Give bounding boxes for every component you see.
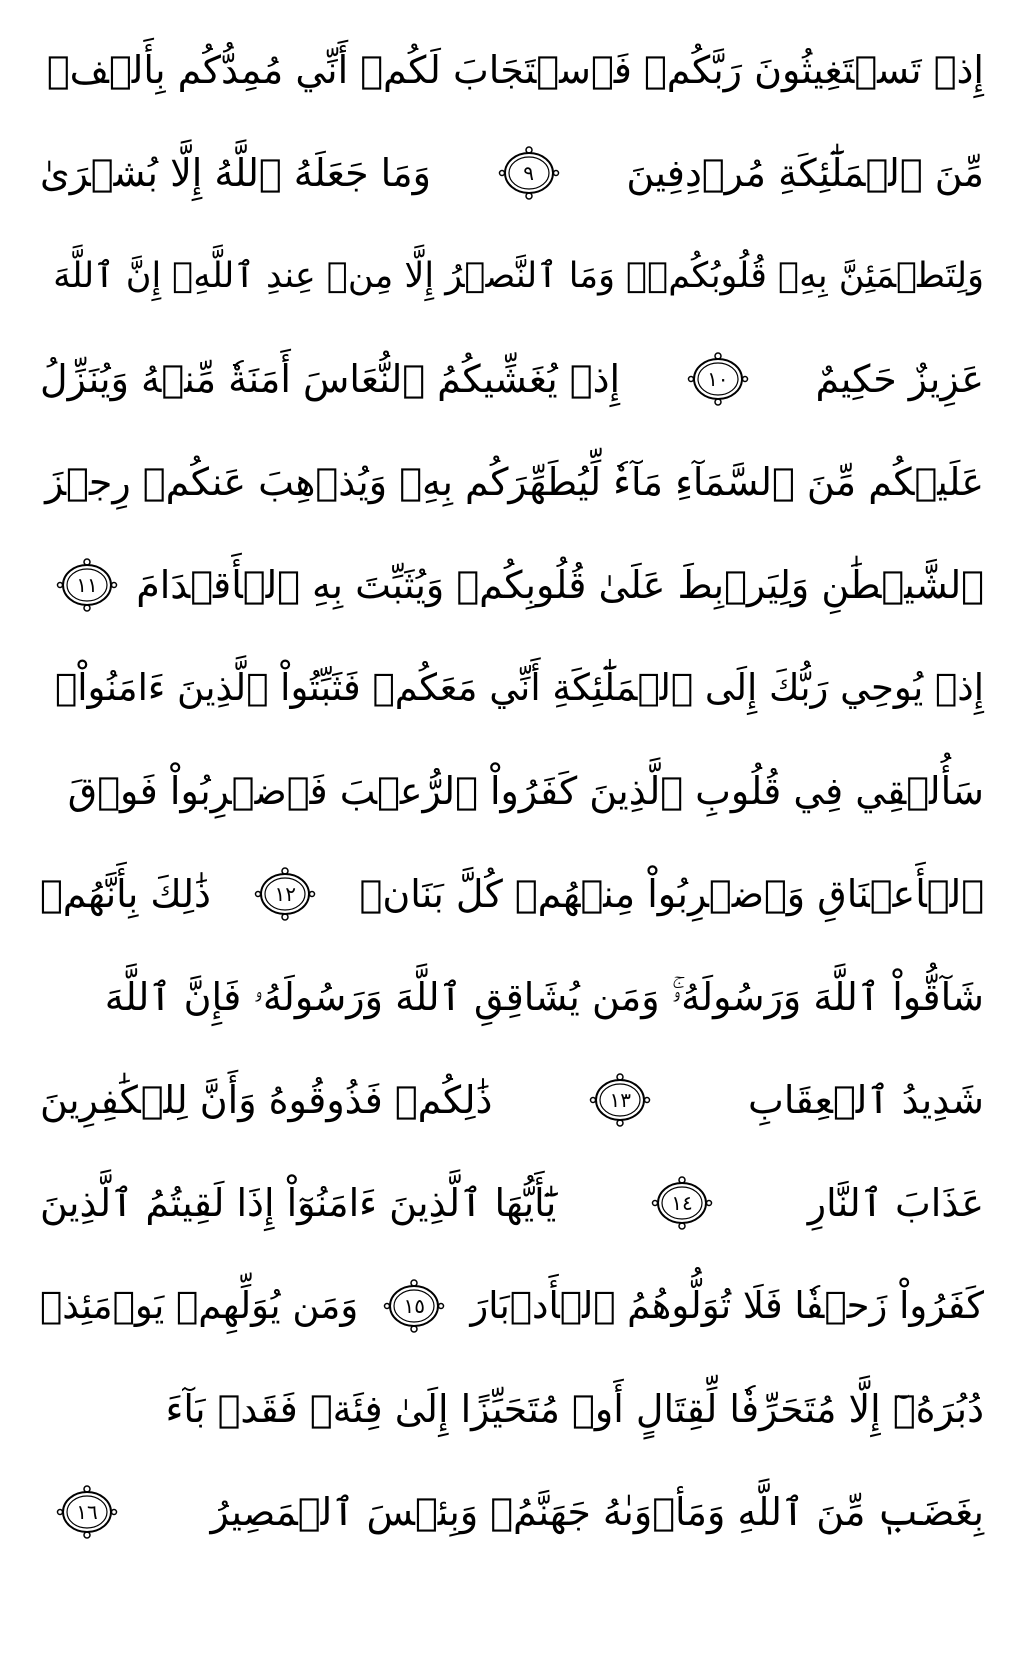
- verse-line: [40, 1266, 984, 1346]
- verse-line: [40, 957, 984, 1037]
- verse-text: وَلِتَطۡمَئِنَّ بِهِۦ قُلُوبُكُمۡۚ وَمَا ٱلنَّصۡرُ إِلَّا مِنۡ عِندِ ٱللَّهِۚ إِنَّ ٱللَّهَ: [53, 256, 984, 296]
- verse-line: [40, 30, 984, 110]
- verse-text: ذَٰلِكَ بِأَنَّهُمۡ: [40, 872, 211, 916]
- ayah-number-marker: [649, 1175, 715, 1231]
- verse-line: [40, 1472, 984, 1552]
- verse-text: ٱلۡأَعۡنَاقِ وَٱضۡرِبُواْ مِنۡهُمۡ كُلَّ بَنَانٖ: [359, 872, 984, 916]
- ayah-number-marker: [54, 557, 120, 613]
- ayah-number-marker: [496, 145, 562, 201]
- ayah-number: ١٤: [671, 1191, 693, 1215]
- verse-text: سَأُلۡقِي فِي قُلُوبِ ٱلَّذِينَ كَفَرُواْ ٱلرُّعۡبَ فَٱضۡرِبُواْ فَوۡقَ: [67, 769, 984, 813]
- ayah-number-marker: [587, 1072, 653, 1128]
- ayah-number: ١١: [76, 573, 98, 597]
- verse-line: [40, 236, 984, 316]
- verse-text: مِّنَ ٱلۡمَلَٰٓئِكَةِ مُرۡدِفِينَ: [626, 151, 984, 195]
- ayah-number-marker: [381, 1278, 447, 1334]
- verse-text: شَدِيدُ ٱلۡعِقَابِ: [748, 1078, 984, 1122]
- verse-text: يَٰٓأَيُّهَا ٱلَّذِينَ ءَامَنُوٓاْ إِذَا لَقِيتُمُ ٱلَّذِينَ: [40, 1181, 557, 1225]
- ayah-number: ٩: [523, 161, 535, 185]
- verse-text: دُبُرَهُۥٓ إِلَّا مُتَحَرِّفٗا لِّقِتَالٍ أَوۡ مُتَحَيِّزًا إِلَىٰ فِئَةٖ فَقَدۡ بَآءَ: [165, 1387, 984, 1431]
- verse-line: [40, 1163, 984, 1243]
- ayah-number: ١٢: [274, 882, 296, 906]
- ayah-number-marker: [54, 1484, 120, 1540]
- ayah-number: ١٥: [403, 1294, 426, 1318]
- verse-text: وَمَن يُوَلِّهِمۡ يَوۡمَئِذٖ: [40, 1284, 359, 1327]
- verse-line: [40, 854, 984, 934]
- verse-text: عَذَابَ ٱلنَّارِ: [807, 1181, 984, 1225]
- ayah-number: ١٣: [609, 1088, 631, 1112]
- verse-line: [40, 751, 984, 831]
- verse-text: عَلَيۡكُم مِّنَ ٱلسَّمَآءِ مَآءٗ لِّيُطَهِّرَكُم بِهِۦ وَيُذۡهِبَ عَنكُمۡ رِجۡزَ: [45, 460, 984, 504]
- ayah-number-marker: [685, 351, 751, 407]
- verse-text: ٱلشَّيۡطَٰنِ وَلِيَرۡبِطَ عَلَىٰ قُلُوبِكُمۡ وَيُثَبِّتَ بِهِ ٱلۡأَقۡدَامَ: [136, 563, 984, 607]
- verse-line: [40, 545, 984, 625]
- verse-line: [40, 133, 984, 213]
- ayah-number: ١٠: [707, 367, 729, 391]
- verse-line: [40, 1369, 984, 1449]
- ayah-number-marker: [252, 866, 318, 922]
- verse-line: [40, 339, 984, 419]
- verse-line: [40, 442, 984, 522]
- verse-text: بِغَضَبٖ مِّنَ ٱللَّهِ وَمَأۡوَىٰهُ جَهَنَّمُۖ وَبِئۡسَ ٱلۡمَصِيرُ: [210, 1490, 984, 1534]
- verse-text: وَمَا جَعَلَهُ ٱللَّهُ إِلَّا بُشۡرَىٰ: [40, 151, 431, 195]
- ayah-number: ١٦: [76, 1500, 98, 1524]
- verse-text: عَزِيزٌ حَكِيمٌ: [815, 357, 984, 401]
- verse-text: إِذۡ يُوحِي رَبُّكَ إِلَى ٱلۡمَلَٰٓئِكَةِ أَنِّي مَعَكُمۡ فَثَبِّتُواْ ٱلَّذِينَ ءَامَنُواْۚ: [55, 666, 984, 709]
- verse-text: إِذۡ يُغَشِّيكُمُ ٱلنُّعَاسَ أَمَنَةٗ مِّنۡهُ وَيُنَزِّلُ: [40, 357, 621, 401]
- verse-text: كَفَرُواْ زَحۡفٗا فَلَا تُوَلُّوهُمُ ٱلۡأَدۡبَارَ: [470, 1284, 984, 1327]
- verse-text: إِذۡ تَسۡتَغِيثُونَ رَبَّكُمۡ فَٱسۡتَجَابَ لَكُمۡ أَنِّي مُمِدُّكُم بِأَلۡفٖ: [46, 48, 984, 92]
- verse-text: ذَٰلِكُمۡ فَذُوقُوهُ وَأَنَّ لِلۡكَٰفِرِينَ: [40, 1078, 493, 1122]
- verse-line: [40, 648, 984, 728]
- verse-text: شَآقُّواْ ٱللَّهَ وَرَسُولَهُۥۚ وَمَن يُشَاقِقِ ٱللَّهَ وَرَسُولَهُۥ فَإِنَّ ٱللَّهَ: [104, 975, 984, 1019]
- verse-line: [40, 1060, 984, 1140]
